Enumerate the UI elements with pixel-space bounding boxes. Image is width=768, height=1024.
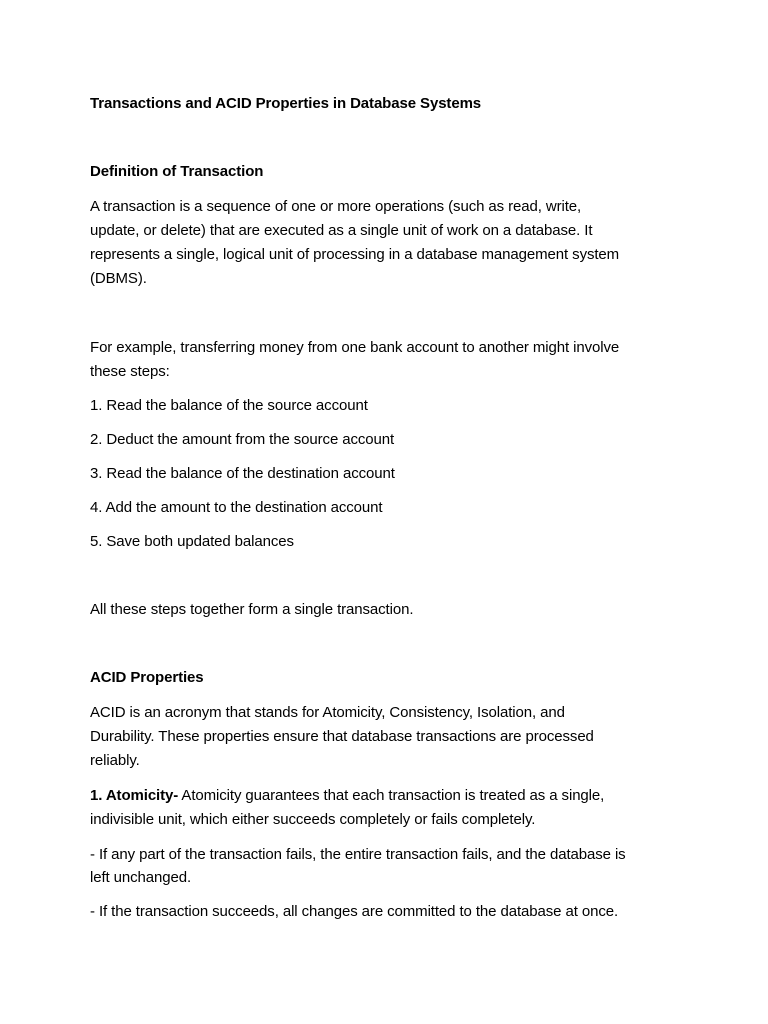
definition-paragraph-line: (DBMS). — [90, 270, 147, 287]
atomicity-bullet-line: - If any part of the transaction fails, the entire transaction fails, and the database is — [90, 846, 626, 863]
acid-intro-line: Durability. These properties ensure that database transactions are processed — [90, 728, 594, 745]
step-item: 3. Read the balance of the destination account — [90, 465, 395, 482]
acid-intro-line: ACID is an acronym that stands for Atomicity, Consistency, Isolation, and — [90, 704, 565, 721]
example-intro-line: For example, transferring money from one bank account to another might involve — [90, 339, 620, 356]
acid-intro-line: reliably. — [90, 752, 140, 769]
example-intro-line: these steps: — [90, 363, 170, 380]
definition-paragraph-line: update, or delete) that are executed as a single unit of work on a database. It — [90, 222, 593, 239]
atomicity-label: 1. Atomicity- — [90, 787, 179, 804]
step-item: 2. Deduct the amount from the source account — [90, 431, 395, 448]
definition-paragraph-line: represents a single, logical unit of processing in a database management system — [90, 246, 620, 263]
step-item: 5. Save both updated balances — [90, 533, 294, 550]
step-item: 4. Add the amount to the destination account — [90, 499, 383, 516]
step-item: 1. Read the balance of the source account — [90, 397, 368, 414]
atomicity-first-line — [90, 784, 604, 808]
definition-paragraph-line: A transaction is a sequence of one or more operations (such as read, write, — [90, 198, 582, 215]
acid-heading: ACID Properties — [90, 669, 204, 686]
atomicity-bullet-line: left unchanged. — [90, 869, 192, 886]
atomicity-bullet-line: - If the transaction succeeds, all changes are committed to the database at once. — [90, 903, 619, 920]
definition-heading: Definition of Transaction — [90, 163, 264, 180]
atomicity-second-line: indivisible unit, which either succeeds completely or fails completely. — [90, 811, 536, 828]
atomicity-description: Atomicity guarantees that each transaction is treated as a single, — [178, 787, 605, 804]
document-title: Transactions and ACID Properties in Database Systems — [90, 95, 482, 112]
transaction-conclusion: All these steps together form a single transaction. — [90, 601, 414, 618]
